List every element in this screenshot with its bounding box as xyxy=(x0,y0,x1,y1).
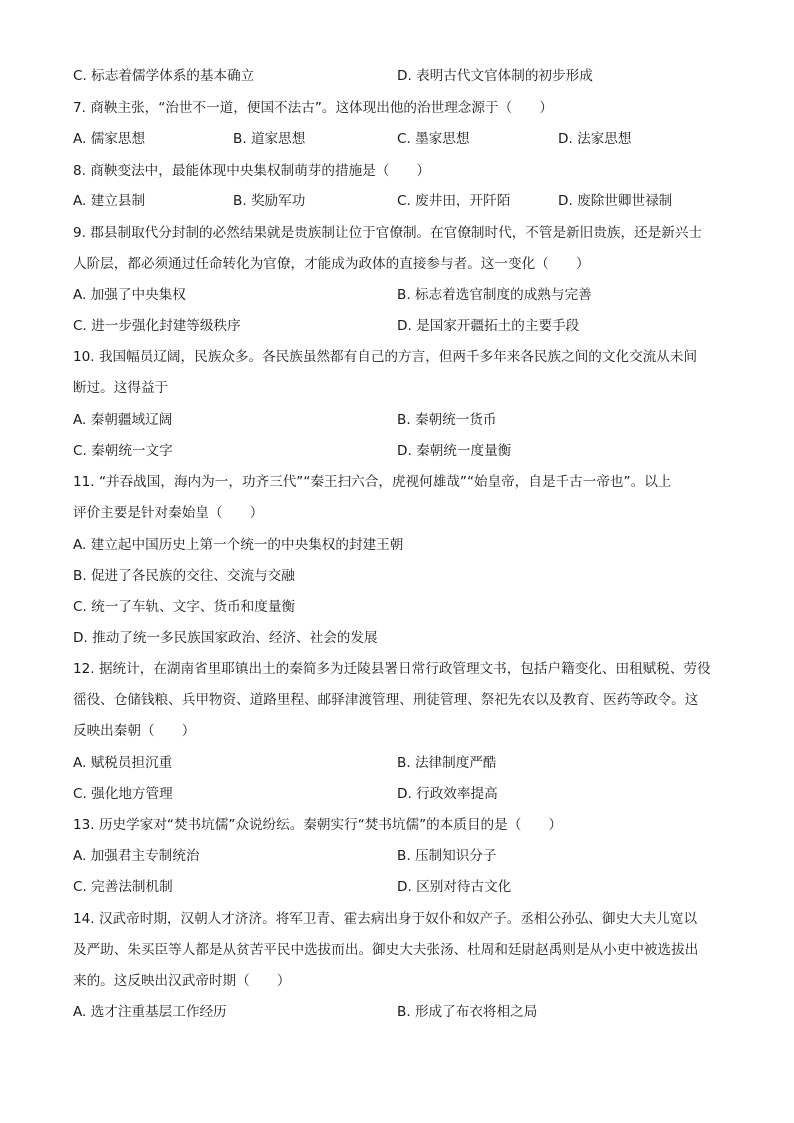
q14-stem-line3: 来的。这反映出汉武帝时期（ ） xyxy=(73,973,291,989)
q9-option-b: B. 标志着选官制度的成熟与完善 xyxy=(397,287,592,303)
q9-option-d: D. 是国家开疆拓土的主要手段 xyxy=(397,318,580,334)
q12-stem-line1: 12. 据统计，在湖南省里耶镇出土的秦简多为迁陵县署日常行政管理文书，包括户籍变化、田租赋税、劳役 xyxy=(73,661,711,677)
q12-stem-line2: 徭役、仓储钱粮、兵甲物资、道路里程、邮驿津渡管理、刑徒管理、祭祀先农以及教育、医药等政令。这 xyxy=(73,692,699,708)
q11-stem-line2: 评价主要是针对秦始皇（ ） xyxy=(73,505,264,521)
q13-option-a: A. 加强君主专制统治 xyxy=(73,848,200,864)
q14-stem-line2: 及严助、朱买臣等人都是从贫苦平民中选拔而出。御史大夫张汤、杜周和廷尉赵禹则是从小吏中被选拔出 xyxy=(73,942,699,958)
q8-option-b: B. 奖励军功 xyxy=(233,193,306,209)
q10-option-a: A. 秦朝疆域辽阔 xyxy=(73,412,173,428)
q10-option-c: C. 秦朝统一文字 xyxy=(73,443,173,459)
q11-option-a: A. 建立起中国历史上第一个统一的中央集权的封建王朝 xyxy=(73,537,404,553)
q13-option-d: D. 区别对待古文化 xyxy=(397,879,512,895)
q11-option-c: C. 统一了车轨、文字、货币和度量衡 xyxy=(73,599,296,615)
q10-option-d: D. 秦朝统一度量衡 xyxy=(397,443,512,459)
q8-option-c: C. 废井田，开阡陌 xyxy=(397,193,511,209)
q7-option-d: D. 法家思想 xyxy=(558,131,632,147)
q11-option-d: D. 推动了统一多民族国家政治、经济、社会的发展 xyxy=(73,630,378,646)
q13-stem: 13. 历史学家对“焚书坑儒”众说纷纭。秦朝实行“焚书坑儒”的本质目的是（ ） xyxy=(73,817,563,833)
q11-option-b: B. 促进了各民族的交往、交流与交融 xyxy=(73,568,295,584)
q8-stem: 8. 商鞅变法中，最能体现中央集权制萌芽的措施是（ ） xyxy=(73,163,431,179)
q10-stem-line1: 10. 我国幅员辽阔，民族众多。各民族虽然都有自己的方言，但两千多年来各民族之间的文化交流从未间 xyxy=(73,349,698,365)
q8-option-a: A. 建立县制 xyxy=(73,193,146,209)
q12-option-b: B. 法律制度严酷 xyxy=(397,755,497,771)
q12-option-a: A. 赋税员担沉重 xyxy=(73,755,173,771)
q9-option-a: A. 加强了中央集权 xyxy=(73,287,186,303)
q10-option-b: B. 秦朝统一货币 xyxy=(397,412,497,428)
q8-option-d: D. 废除世卿世禄制 xyxy=(558,193,673,209)
q14-option-a: A. 选才注重基层工作经历 xyxy=(73,1004,227,1020)
q10-stem-line2: 断过。这得益于 xyxy=(73,380,169,396)
q12-option-d: D. 行政效率提高 xyxy=(397,786,498,802)
q7-option-b: B. 道家思想 xyxy=(233,131,306,147)
q9-stem-line2: 人阶层，都必须通过任命转化为官僚，才能成为政体的直接参与者。这一变化（ ） xyxy=(73,256,590,272)
q7-stem: 7. 商鞅主张，“治世不一道，便国不法古”。这体现出他的治世理念源于（ ） xyxy=(73,100,553,116)
q6-option-c: C. 标志着儒学体系的基本确立 xyxy=(73,68,255,84)
q6-option-d: D. 表明古代文官体制的初步形成 xyxy=(397,68,593,84)
q12-option-c: C. 强化地方管理 xyxy=(73,786,173,802)
q11-stem-line1: 11. “并吞战国，海内为一，功齐三代”“秦王扫六合，虎视何雄哉”“始皇帝，自是千古一帝也”。以上 xyxy=(73,474,672,490)
q13-option-c: C. 完善法制机制 xyxy=(73,879,173,895)
q14-stem-line1: 14. 汉武帝时期，汉朝人才济济。将军卫青、霍去病出身于奴仆和奴产子。丞相公孙弘、御史大夫儿宽以 xyxy=(73,911,698,927)
q7-option-a: A. 儒家思想 xyxy=(73,131,146,147)
q9-stem-line1: 9. 郡县制取代分封制的必然结果就是贵族制让位于官僚制。在官僚制时代，不管是新旧贵族，还是新兴士 xyxy=(73,225,703,241)
q9-option-c: C. 进一步强化封建等级秩序 xyxy=(73,318,241,334)
q7-option-c: C. 墨家思想 xyxy=(397,131,470,147)
q14-option-b: B. 形成了布衣将相之局 xyxy=(397,1004,538,1020)
q13-option-b: B. 压制知识分子 xyxy=(397,848,497,864)
q12-stem-line3: 反映出秦朝（ ） xyxy=(73,723,196,739)
